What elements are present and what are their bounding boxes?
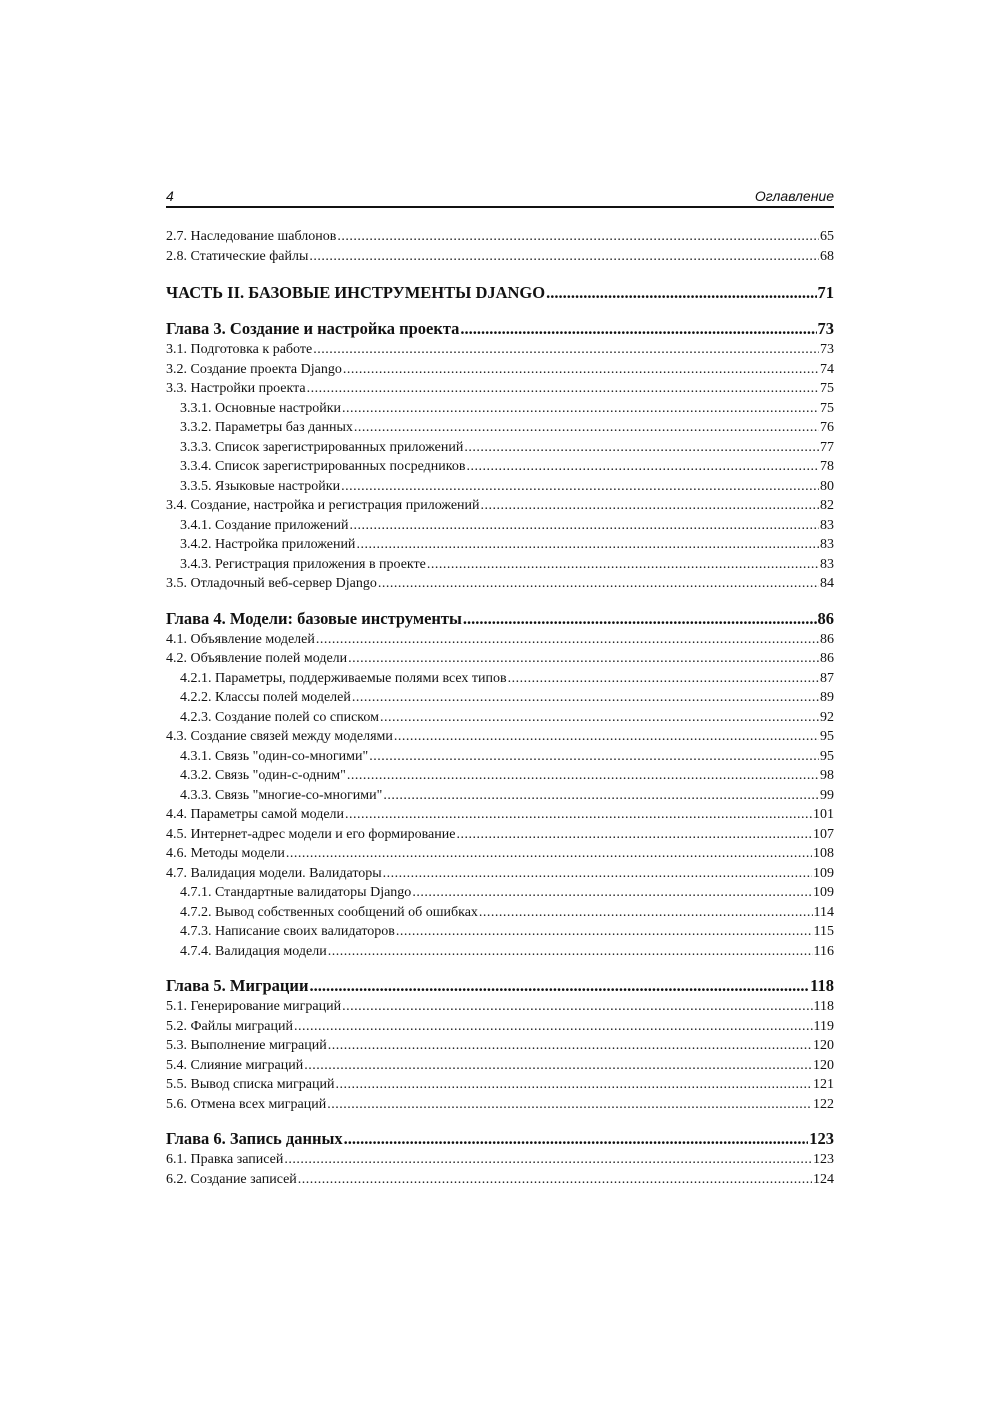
toc-entry — [166, 649, 834, 669]
toc-entry-page: 83 — [820, 556, 834, 572]
toc-entry-title: 3.1. Подготовка к работе — [166, 342, 313, 357]
toc-entry-page: 77 — [820, 439, 834, 455]
dot-leader — [337, 227, 819, 247]
toc-entry — [166, 1036, 834, 1056]
toc-entry-title: 5.3. Выполнение миграций — [166, 1038, 327, 1053]
toc-entry — [166, 247, 834, 267]
toc-entry-page: 74 — [820, 361, 834, 377]
dot-leader — [316, 630, 819, 650]
toc-entry — [166, 883, 834, 903]
toc-entry — [166, 766, 834, 786]
dot-leader — [335, 1075, 812, 1095]
dot-leader — [481, 496, 819, 516]
toc-entry-title: 3.4.2. Настройка приложений — [180, 537, 356, 552]
toc-entry-title: Глава 6. Запись данных — [166, 1129, 343, 1148]
dot-leader — [347, 766, 819, 786]
dot-leader — [328, 942, 813, 962]
toc-entry-title: 4.1. Объявление моделей — [166, 631, 315, 647]
toc-entry-page: 86 — [817, 608, 834, 628]
dot-leader — [460, 318, 816, 340]
toc-entry-page: 73 — [817, 319, 834, 338]
toc-entry-title: Глава 5. Миграции — [166, 976, 309, 995]
toc-entry-page: 73 — [820, 342, 834, 357]
toc-chapter-heading — [166, 608, 834, 630]
toc-entry-page: 109 — [813, 865, 834, 881]
dot-leader — [463, 608, 817, 630]
toc-entry-title: 4.5. Интернет-адрес модели и его формирование — [166, 826, 456, 842]
toc-entry — [166, 844, 834, 864]
toc-entry-page: 95 — [820, 729, 834, 744]
running-title: Оглавление — [754, 188, 834, 204]
toc-entry-page: 80 — [820, 478, 834, 494]
toc-entry — [166, 903, 834, 923]
toc-entry-page: 75 — [820, 381, 834, 396]
toc-entry-page: 65 — [820, 229, 834, 244]
toc-entry — [166, 1170, 834, 1190]
dot-leader — [383, 786, 819, 806]
toc-entry-title: 4.2. Объявление полей модели — [166, 651, 348, 666]
toc-chapter-heading — [166, 318, 834, 340]
toc-entry-title: 3.2. Создание проекта Django — [166, 361, 342, 377]
toc-entry-title: 4.3.2. Связь "один-с-одним" — [180, 768, 346, 783]
dot-leader — [369, 747, 819, 767]
toc-entry — [166, 688, 834, 708]
toc-entry-page: 95 — [820, 748, 834, 764]
toc-entry — [166, 669, 834, 689]
dot-leader — [456, 825, 812, 845]
toc-entry-page: 92 — [820, 709, 834, 725]
toc-entry — [166, 1056, 834, 1076]
toc-entry-page: 86 — [820, 631, 834, 647]
toc-entry — [166, 922, 834, 942]
toc-entry — [166, 496, 834, 516]
toc-entry — [166, 786, 834, 806]
toc-entry-title: 4.3. Создание связей между моделями — [166, 729, 393, 744]
toc-entry-page: 68 — [820, 248, 834, 264]
toc-entry-page: 71 — [817, 283, 834, 302]
toc-entry-page: 118 — [810, 976, 834, 995]
toc-entry — [166, 457, 834, 477]
toc-entry — [166, 574, 834, 594]
toc-entry-page: 121 — [813, 1077, 834, 1092]
toc-entry-title: 4.7.4. Валидация модели — [180, 943, 327, 959]
toc-entry-page: 109 — [813, 885, 834, 900]
dot-leader — [309, 975, 809, 997]
toc-entry — [166, 1075, 834, 1095]
toc-entry — [166, 438, 834, 458]
toc-entry-page: 82 — [820, 498, 834, 513]
toc-entry — [166, 477, 834, 497]
toc-entry-page: 123 — [813, 1152, 834, 1167]
toc-entry-title: 4.2.1. Параметры, поддерживаемые полями всех типов — [180, 670, 507, 686]
toc-entry-page: 101 — [813, 807, 834, 822]
toc-entry-page: 75 — [820, 400, 834, 416]
toc-entry-page: 87 — [820, 670, 834, 686]
toc-entry-title: 4.6. Методы модели — [166, 846, 285, 861]
toc-entry-page: 78 — [820, 459, 834, 474]
toc-entry-page: 123 — [809, 1129, 834, 1148]
dot-leader — [313, 340, 819, 360]
toc-entry-title: 2.7. Наследование шаблонов — [166, 229, 337, 244]
toc-entry-title: 4.3.1. Связь "один-со-многими" — [180, 748, 369, 764]
toc-entry-title: 4.2.2. Классы полей моделей — [180, 690, 351, 705]
toc-entry — [166, 1150, 834, 1170]
dot-leader — [342, 399, 819, 419]
dot-leader — [394, 727, 819, 747]
toc-entry-title: 4.2.3. Создание полей со списком — [180, 709, 379, 725]
toc-entry — [166, 340, 834, 360]
toc-entry — [166, 535, 834, 555]
toc-entry-page: 115 — [813, 924, 834, 939]
dot-leader — [466, 457, 819, 477]
toc-entry — [166, 379, 834, 399]
dot-leader — [396, 922, 813, 942]
dot-leader — [383, 864, 812, 884]
dot-leader — [508, 669, 819, 689]
dot-leader — [286, 844, 812, 864]
toc-entry-page: 83 — [820, 537, 834, 552]
toc-entry — [166, 399, 834, 419]
dot-leader — [284, 1150, 812, 1170]
dot-leader — [378, 574, 819, 594]
dot-leader — [343, 360, 819, 380]
toc-entry — [166, 360, 834, 380]
toc-entry-page: 118 — [813, 999, 834, 1014]
toc-entry-title: 3.3.3. Список зарегистрированных приложений — [180, 439, 464, 455]
toc-entry — [166, 727, 834, 747]
toc-entry-page: 122 — [813, 1096, 834, 1112]
toc-entry — [166, 1095, 834, 1115]
toc-entry-title: Глава 3. Создание и настройка проекта — [166, 319, 460, 338]
page-number: 4 — [166, 188, 174, 204]
dot-leader — [307, 379, 819, 399]
toc-entry-page: 120 — [813, 1038, 834, 1053]
dot-leader — [341, 477, 819, 497]
dot-leader — [427, 555, 819, 575]
toc-entry-page: 89 — [820, 690, 834, 705]
dot-leader — [380, 708, 819, 728]
dot-leader — [412, 883, 812, 903]
dot-leader — [345, 805, 812, 825]
toc-entry-title: 3.3.5. Языковые настройки — [180, 478, 341, 494]
toc-entry-page: 86 — [820, 651, 834, 666]
toc-part-heading — [166, 282, 834, 304]
toc-entry-title: 4.3.3. Связь "многие-со-многими" — [180, 787, 383, 803]
dot-leader — [328, 1036, 812, 1056]
toc-entry-title: Глава 4. Модели: базовые инструменты — [166, 608, 462, 628]
toc-entry — [166, 555, 834, 575]
toc-entry-page: 99 — [820, 787, 834, 803]
toc-entry-title: 5.2. Файлы миграций — [166, 1018, 293, 1034]
toc-entry-title: 4.7. Валидация модели. Валидаторы — [166, 865, 382, 881]
toc-entry-page: 83 — [820, 517, 834, 533]
dot-leader — [464, 438, 819, 458]
dot-leader — [309, 247, 819, 267]
toc-entry — [166, 942, 834, 962]
toc-entry-title: 3.3.2. Параметры баз данных — [180, 420, 353, 435]
toc-entry — [166, 825, 834, 845]
page-header — [166, 186, 834, 208]
toc-chapter-heading — [166, 1128, 834, 1150]
toc-entry-title: 3.4.1. Создание приложений — [180, 517, 349, 533]
toc-entry-page: 107 — [813, 826, 834, 842]
dot-leader — [546, 282, 816, 304]
toc-entry-page: 116 — [813, 943, 834, 959]
toc-entry-title: 4.4. Параметры самой модели — [166, 807, 345, 822]
toc-entry-page: 98 — [820, 768, 834, 783]
toc-entry-title: 3.3.1. Основные настройки — [180, 400, 342, 416]
toc-entry — [166, 227, 834, 247]
dot-leader — [342, 997, 812, 1017]
dot-leader — [304, 1056, 812, 1076]
dot-leader — [298, 1170, 812, 1190]
dot-leader — [294, 1017, 813, 1037]
toc-entry — [166, 747, 834, 767]
toc-entry-title: 6.1. Правка записей — [166, 1152, 284, 1167]
dot-leader — [327, 1095, 812, 1115]
toc-entry-title: 3.4.3. Регистрация приложения в проекте — [180, 556, 426, 572]
toc-entry-title: 3.3. Настройки проекта — [166, 381, 306, 396]
toc-entry — [166, 630, 834, 650]
toc-entry — [166, 516, 834, 536]
dot-leader — [348, 649, 819, 669]
toc-entry-title: 3.3.4. Список зарегистрированных посредников — [180, 459, 466, 474]
toc-entry-page: 120 — [813, 1057, 834, 1073]
dot-leader — [354, 418, 819, 438]
toc-entry — [166, 708, 834, 728]
dot-leader — [344, 1128, 809, 1150]
toc-entry-page: 84 — [820, 576, 834, 591]
toc-entry — [166, 997, 834, 1017]
toc-entry — [166, 1017, 834, 1037]
toc-entry-title: 5.6. Отмена всех миграций — [166, 1096, 327, 1112]
toc-entry-title: ЧАСТЬ II. БАЗОВЫЕ ИНСТРУМЕНТЫ DJANGO — [166, 283, 546, 302]
toc-entry-title: 5.4. Слияние миграций — [166, 1057, 304, 1073]
toc-entry-page: 124 — [813, 1171, 834, 1187]
toc-entry-page: 108 — [813, 846, 834, 861]
toc-entry-title: 6.2. Создание записей — [166, 1171, 297, 1187]
toc-entry-title: 2.8. Статические файлы — [166, 248, 309, 264]
dot-leader — [349, 516, 819, 536]
toc-entry-title: 3.4. Создание, настройка и регистрация приложений — [166, 498, 480, 513]
toc-entry-page: 119 — [813, 1018, 834, 1034]
toc-entry-title: 4.7.3. Написание своих валидаторов — [180, 924, 395, 939]
toc-entry — [166, 864, 834, 884]
toc-entry-title: 4.7.1. Стандартные валидаторы Django — [180, 885, 412, 900]
toc-entry-title: 5.1. Генерирование миграций — [166, 999, 342, 1014]
toc-entry-title: 4.7.2. Вывод собственных сообщений об ошибках — [180, 904, 478, 920]
dot-leader — [352, 688, 819, 708]
toc-entry-page: 76 — [820, 420, 834, 435]
toc-chapter-heading — [166, 975, 834, 997]
toc-entry-title: 5.5. Вывод списка миграций — [166, 1077, 335, 1092]
dot-leader — [356, 535, 819, 555]
dot-leader — [479, 903, 813, 923]
toc-entry — [166, 805, 834, 825]
toc-entry-page: 114 — [813, 904, 834, 920]
toc-entry — [166, 418, 834, 438]
table-of-contents — [166, 227, 834, 1189]
toc-entry-title: 3.5. Отладочный веб-сервер Django — [166, 576, 377, 591]
